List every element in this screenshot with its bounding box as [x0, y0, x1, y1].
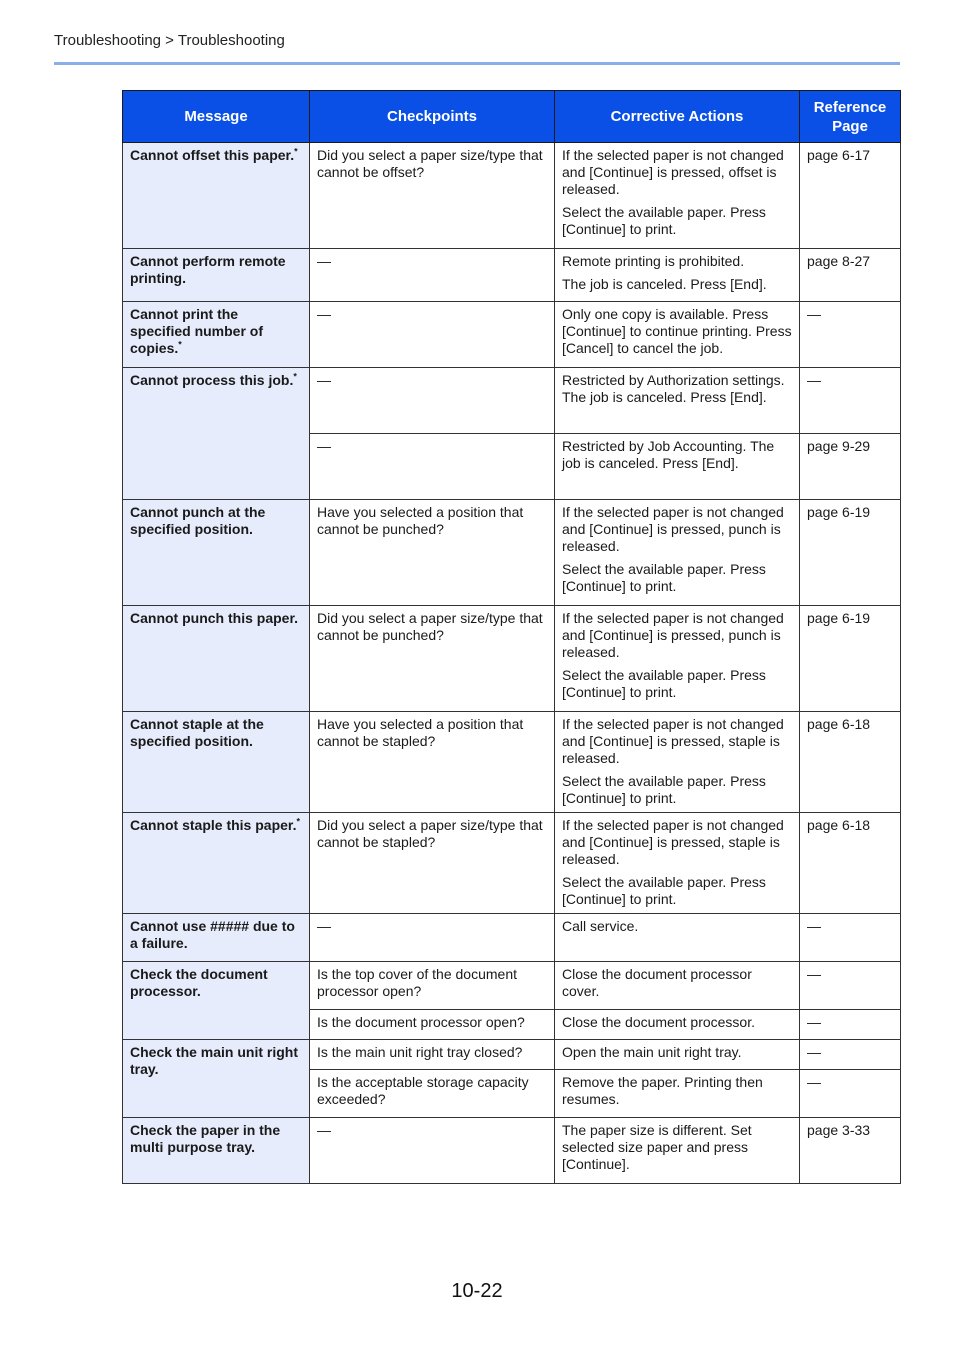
message-text: Cannot punch at the specified position. — [130, 504, 266, 537]
reference-page-cell: page 6-17 — [800, 143, 901, 249]
checkpoint-cell: — — [310, 1118, 555, 1184]
column-header-reference-page: Reference Page — [800, 91, 901, 143]
corrective-action-cell — [555, 712, 800, 813]
message-text: Check the paper in the multi purpose tray. — [130, 1122, 281, 1155]
table-body — [123, 143, 901, 1184]
checkpoint-cell: Did you select a paper size/type that cannot be punched? — [310, 606, 555, 712]
reference-page-cell: page 6-18 — [800, 712, 901, 813]
corrective-action-cell — [555, 813, 800, 914]
corrective-action-text: Restricted by Authorization settings. The job is canceled. Press [End]. — [562, 372, 785, 405]
reference-page-cell: — — [800, 1040, 901, 1070]
corrective-action-text: Remove the paper. Printing then resumes. — [562, 1074, 763, 1107]
table-header-row — [123, 91, 901, 143]
corrective-action-cell — [555, 1010, 800, 1040]
corrective-action-text: If the selected paper is not changed and [Continue] is pressed, staple is released. — [562, 716, 784, 766]
corrective-action-text: The job is canceled. Press [End]. — [562, 276, 767, 292]
breadcrumb: Troubleshooting > Troubleshooting — [54, 32, 285, 49]
page-number: 10-22 — [451, 1280, 503, 1302]
corrective-action-text: The paper size is different. Set selected size paper and press [Continue]. — [562, 1122, 752, 1172]
checkpoint-cell: Did you select a paper size/type that cannot be offset? — [310, 143, 555, 249]
footnote-asterisk: * — [293, 371, 297, 382]
table-row — [123, 302, 901, 368]
footnote-asterisk: * — [294, 146, 298, 157]
corrective-action-text: Restricted by Job Accounting. The job is canceled. Press [End]. — [562, 438, 775, 471]
reference-page-cell: page 6-18 — [800, 813, 901, 914]
message-text: Cannot staple at the specified position. — [130, 716, 264, 749]
table-row — [123, 813, 901, 914]
corrective-action-cell — [555, 914, 800, 962]
message-cell — [123, 500, 310, 606]
reference-page-cell: — — [800, 962, 901, 1010]
message-cell — [123, 143, 310, 249]
table-row — [123, 1118, 901, 1184]
corrective-action-cell — [555, 1070, 800, 1118]
reference-page-cell: — — [800, 302, 901, 368]
troubleshooting-table — [122, 90, 901, 1184]
header-divider — [54, 62, 900, 65]
table-row — [123, 500, 901, 606]
corrective-action-cell — [555, 143, 800, 249]
corrective-action-text: Close the document processor. — [562, 1014, 755, 1030]
message-cell — [123, 368, 310, 500]
message-cell — [123, 1118, 310, 1184]
corrective-action-text: Select the available paper. Press [Continue] to print. — [562, 874, 766, 907]
checkpoint-cell: Is the top cover of the document processor open? — [310, 962, 555, 1010]
table-row — [123, 249, 901, 302]
message-text: Cannot print the specified number of copies. — [130, 306, 264, 356]
corrective-action-text: Select the available paper. Press [Continue] to print. — [562, 204, 766, 237]
message-cell — [123, 962, 310, 1040]
corrective-action-cell — [555, 500, 800, 606]
checkpoint-cell: Have you selected a position that cannot be punched? — [310, 500, 555, 606]
corrective-action-text: Only one copy is available. Press [Continue] to continue printing. Press [Cancel] to cancel the job. — [562, 306, 792, 356]
corrective-action-cell — [555, 1040, 800, 1070]
message-text: Cannot use ##### due to a failure. — [130, 918, 295, 951]
reference-page-cell: page 9-29 — [800, 434, 901, 500]
message-cell — [123, 914, 310, 962]
reference-page-cell: page 6-19 — [800, 606, 901, 712]
corrective-action-text: If the selected paper is not changed and [Continue] is pressed, staple is released. — [562, 817, 784, 867]
corrective-action-text: If the selected paper is not changed and [Continue] is pressed, punch is released. — [562, 504, 784, 554]
corrective-action-text: Remote printing is prohibited. — [562, 253, 745, 269]
message-cell — [123, 1040, 310, 1118]
table-row — [123, 606, 901, 712]
message-text: Check the document processor. — [130, 966, 268, 999]
checkpoint-cell: Is the main unit right tray closed? — [310, 1040, 555, 1070]
column-header-checkpoints: Checkpoints — [310, 91, 555, 143]
checkpoint-cell: — — [310, 302, 555, 368]
checkpoint-cell: Is the document processor open? — [310, 1010, 555, 1040]
corrective-action-cell — [555, 249, 800, 302]
corrective-action-text: Select the available paper. Press [Continue] to print. — [562, 773, 766, 806]
message-text: Cannot staple this paper. — [130, 817, 297, 833]
message-cell — [123, 712, 310, 813]
table-row — [123, 143, 901, 249]
message-text: Check the main unit right tray. — [130, 1044, 299, 1077]
footnote-asterisk: * — [178, 339, 182, 350]
corrective-action-text: If the selected paper is not changed and [Continue] is pressed, offset is released. — [562, 147, 784, 197]
checkpoint-cell: Have you selected a position that cannot be stapled? — [310, 712, 555, 813]
reference-page-cell: page 8-27 — [800, 249, 901, 302]
corrective-action-text: Select the available paper. Press [Continue] to print. — [562, 561, 766, 594]
corrective-action-cell — [555, 434, 800, 500]
table-row — [123, 1040, 901, 1070]
corrective-action-text: Open the main unit right tray. — [562, 1044, 742, 1060]
corrective-action-cell — [555, 302, 800, 368]
corrective-action-text: If the selected paper is not changed and [Continue] is pressed, punch is released. — [562, 610, 784, 660]
corrective-action-cell — [555, 1118, 800, 1184]
corrective-action-text: Close the document processor cover. — [562, 966, 752, 999]
table-row — [123, 962, 901, 1010]
corrective-action-cell — [555, 606, 800, 712]
checkpoint-cell: Did you select a paper size/type that cannot be stapled? — [310, 813, 555, 914]
corrective-action-text: Select the available paper. Press [Continue] to print. — [562, 667, 766, 700]
message-text: Cannot process this job. — [130, 372, 294, 388]
message-text: Cannot offset this paper. — [130, 147, 295, 163]
checkpoint-cell: — — [310, 914, 555, 962]
table-row — [123, 914, 901, 962]
message-cell — [123, 606, 310, 712]
checkpoint-cell: — — [310, 249, 555, 302]
reference-page-cell: — — [800, 1070, 901, 1118]
column-header-message: Message — [123, 91, 310, 143]
corrective-action-cell — [555, 962, 800, 1010]
corrective-action-text: Call service. — [562, 918, 639, 934]
message-text: Cannot perform remote printing. — [130, 253, 286, 286]
reference-page-cell: — — [800, 914, 901, 962]
column-header-corrective-actions: Corrective Actions — [555, 91, 800, 143]
reference-page-cell: — — [800, 1010, 901, 1040]
checkpoint-cell: — — [310, 368, 555, 434]
table-row — [123, 368, 901, 434]
table-row — [123, 712, 901, 813]
reference-page-cell: page 6-19 — [800, 500, 901, 606]
message-cell — [123, 249, 310, 302]
message-text: Cannot punch this paper. — [130, 610, 299, 626]
footnote-asterisk: * — [296, 816, 300, 827]
reference-page-cell: page 3-33 — [800, 1118, 901, 1184]
message-cell — [123, 813, 310, 914]
checkpoint-cell: Is the acceptable storage capacity exceeded? — [310, 1070, 555, 1118]
checkpoint-cell: — — [310, 434, 555, 500]
reference-page-cell: — — [800, 368, 901, 434]
message-cell — [123, 302, 310, 368]
corrective-action-cell — [555, 368, 800, 434]
